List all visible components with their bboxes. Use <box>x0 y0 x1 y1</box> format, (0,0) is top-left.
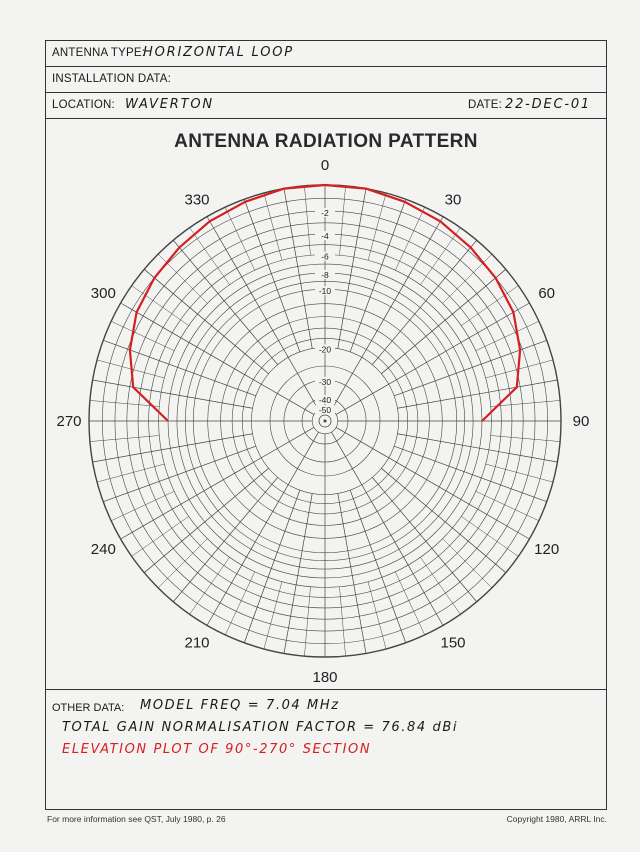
radial-line <box>173 477 277 601</box>
angle-label: 90 <box>572 413 590 430</box>
radial-minor-line <box>158 254 207 303</box>
radial-minor-line <box>132 516 189 556</box>
angle-label: 180 <box>312 669 338 686</box>
other-data-line3: ELEVATION PLOT OF 90°-270° SECTION <box>62 742 372 757</box>
angle-label: 240 <box>90 541 116 558</box>
other-data-label: OTHER DATA: <box>52 702 125 714</box>
radial-line <box>381 468 505 572</box>
db-label: -50 <box>318 405 332 416</box>
radial-minor-line <box>304 186 310 255</box>
angle-label: 300 <box>90 285 116 302</box>
angle-label: 60 <box>538 285 556 302</box>
radial-line <box>381 269 505 373</box>
installation-label: INSTALLATION DATA: <box>52 73 172 85</box>
db-label: -40 <box>318 395 332 406</box>
angle-label: 270 <box>56 413 82 430</box>
location-label: LOCATION: <box>52 99 115 111</box>
radial-minor-line <box>491 436 560 442</box>
radial-minor-line <box>190 557 230 614</box>
date-label: DATE: <box>468 99 503 111</box>
db-label: -4 <box>321 231 329 242</box>
center-dot <box>324 420 327 423</box>
antenna-type-value: HORIZONTAL LOOP <box>143 45 294 60</box>
db-label: -6 <box>321 251 329 262</box>
radial-minor-line <box>340 186 346 255</box>
radial-minor-line <box>190 228 230 285</box>
radial-line <box>144 468 268 572</box>
location-value: WAVERTON <box>125 97 214 112</box>
radial-minor-line <box>340 587 346 656</box>
radial-minor-line <box>420 557 460 614</box>
radial-minor-line <box>90 436 159 442</box>
angle-label: 120 <box>534 541 560 558</box>
angle-label: 150 <box>440 634 466 652</box>
radial-line <box>372 477 476 601</box>
radial-line <box>372 240 476 364</box>
angle-label: 30 <box>444 191 462 209</box>
radial-line <box>144 269 268 373</box>
chart-title: ANTENNA RADIATION PATTERN <box>174 131 478 152</box>
radial-minor-line <box>443 254 492 303</box>
radial-minor-line <box>420 228 460 285</box>
radial-line <box>173 240 277 364</box>
date-value: 22-DEC-01 <box>505 97 591 112</box>
angle-label: 0 <box>320 157 330 174</box>
radial-minor-line <box>158 539 207 588</box>
antenna-type-label: ANTENNA TYPE: <box>52 47 146 59</box>
footer-copyright: Copyright 1980, ARRL Inc. <box>506 814 607 824</box>
angle-label: 210 <box>184 634 210 652</box>
db-label: -8 <box>321 269 329 280</box>
polar-labels <box>56 157 589 686</box>
db-label: -2 <box>321 207 329 218</box>
radial-minor-line <box>461 516 518 556</box>
radial-minor-line <box>304 587 310 656</box>
other-data-line2: TOTAL GAIN NORMALISATION FACTOR = 76.84 dBi <box>62 720 459 735</box>
footer-reference: For more information see QST, July 1980, p. 26 <box>47 814 226 824</box>
radial-minor-line <box>443 539 492 588</box>
db-label: -10 <box>318 286 332 297</box>
other-data-line1: MODEL FREQ = 7.04 MHz <box>140 698 340 713</box>
angle-label: 330 <box>184 191 210 209</box>
db-label: -30 <box>318 376 332 387</box>
db-label: -20 <box>318 344 332 355</box>
